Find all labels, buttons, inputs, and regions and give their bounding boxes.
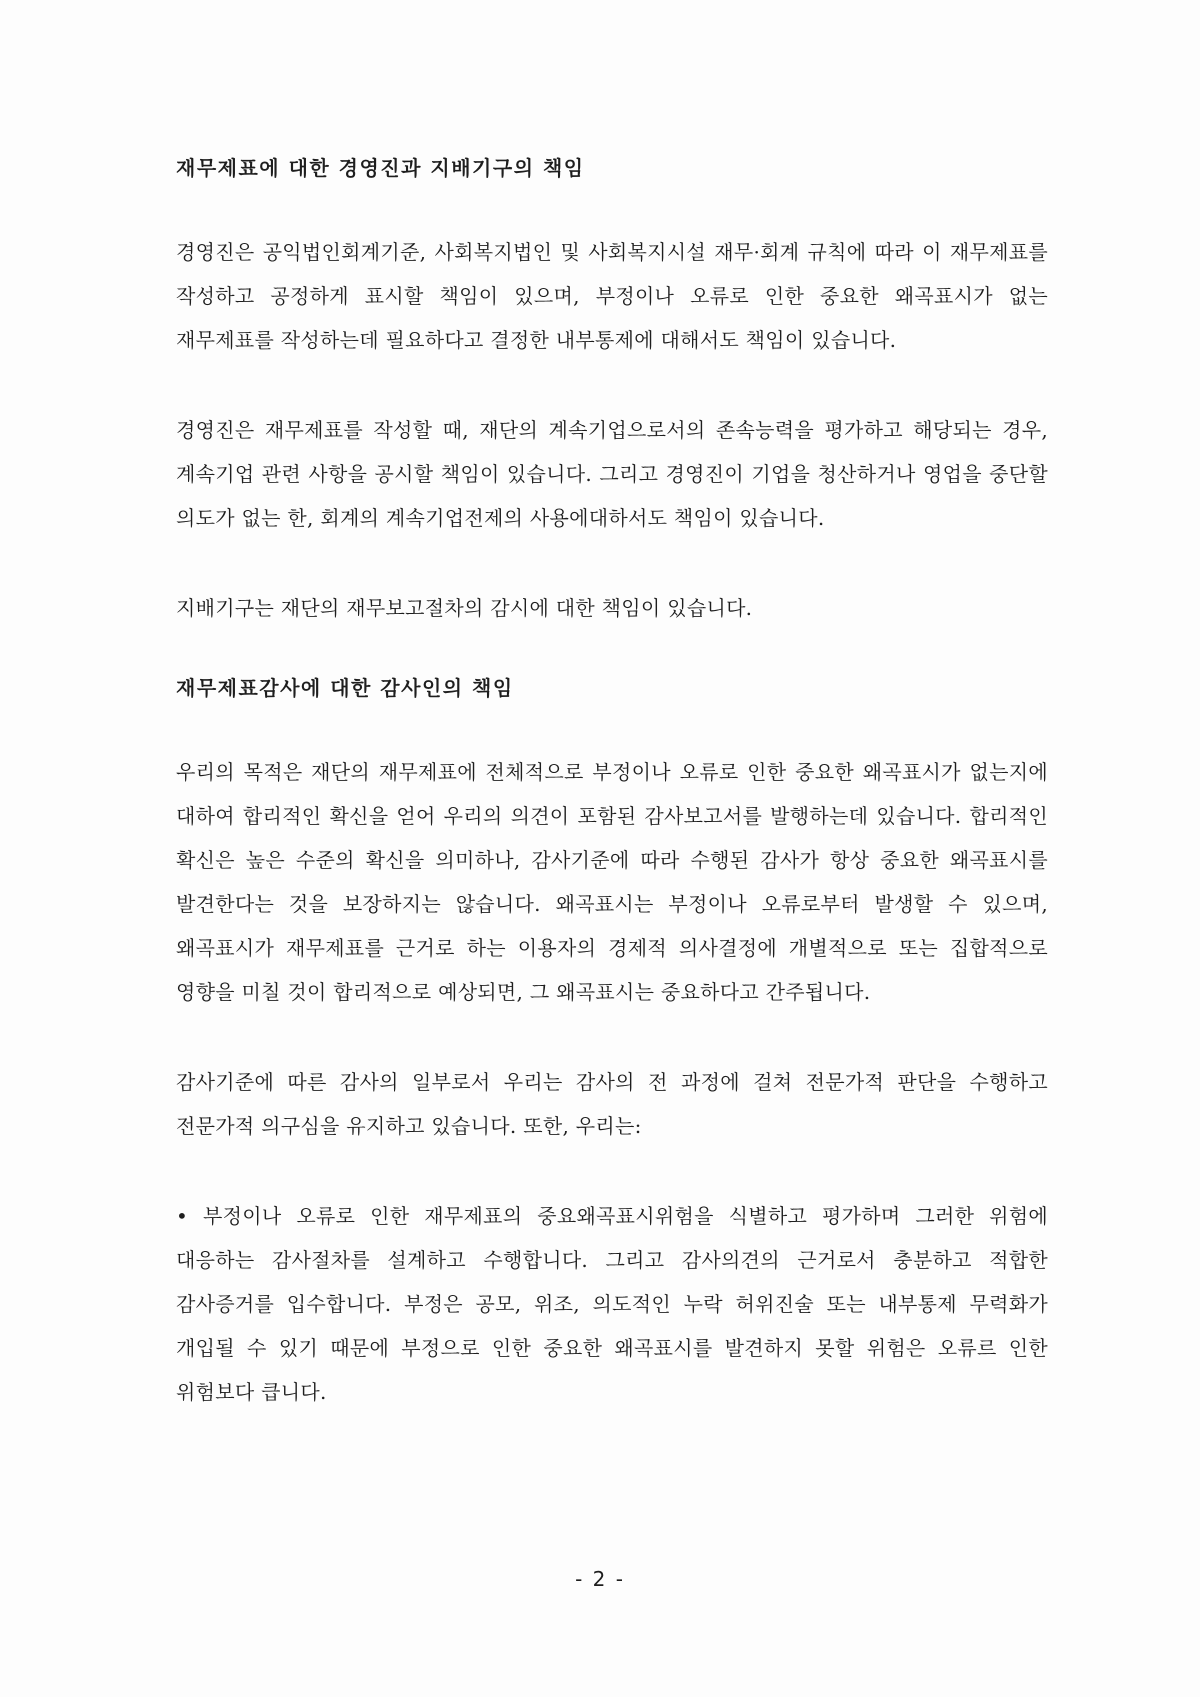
bullet-item-risk-assessment: • 부정이나 오류로 인한 재무제표의 중요왜곡표시위험을 식별하고 평가하며 그러한 위험에 대응하는 감사절차를 설계하고 수행합니다. 그리고 감사의견의 근거로서 충분하고 적합한 감사증거를 입수합니다. 부정은 공모, 위조, 의도적인 누락 허위진술 또는 내부통제 무력화가 개입될 수 있기 때문에 부정으로 인한 중요한 왜곡표시를 발견하지 못할 위험은 오류르 인한 위험보다 큽니다. — [176, 1204, 1048, 1404]
section-heading-auditor-responsibility: 재무제표감사에 대한 감사인의 책임 — [176, 676, 514, 700]
section-heading-management-responsibility: 재무제표에 대한 경영진과 지배기구의 책임 — [176, 156, 585, 180]
page-number: - 2 - — [575, 1567, 625, 1591]
paragraph-audit-objective: 우리의 목적은 재단의 재무제표에 전체적으로 부정이나 오류로 인한 중요한 왜곡표시가 없는지에 대하여 합리적인 확신을 얻어 우리의 의견이 포함된 감사보고서를 발행하는데 있습니다. 합리적인 확신은 높은 수준의 확신을 의미하나, 감사기준에 따라 수행된 감사가 항상 중요한 왜곡표시를 발견한다는 것을 보장하지는 않습니다. 왜곡표시는 부정이나 오류로부터 발생할 수 있으며, 왜곡표시가 재무제표를 근거로 하는 이용자의 경제적 의사결정에 개별적으로 또는 집합적으로 영향을 미칠 것이 합리적으로 예상되면, 그 왜곡표시는 중요하다고 간주됩니다. — [176, 760, 1048, 1004]
paragraph-governance-oversight: 지배기구는 재단의 재무보고절차의 감시에 대한 책임이 있습니다. — [176, 596, 753, 620]
paragraph-management-financial-statements: 경영진은 공익법인회계기준, 사회복지법인 및 사회복지시설 재무·회계 규칙에 따라 이 재무제표를 작성하고 공정하게 표시할 책임이 있으며, 부정이나 오류로 인한 중요한 왜곡표시가 없는 재무제표를 작성하는데 필요하다고 결정한 내부통제에 대해서도 책임이 있습니다. — [176, 240, 1048, 352]
paragraph-professional-judgment: 감사기준에 따른 감사의 일부로서 우리는 감사의 전 과정에 걸쳐 전문가적 판단을 수행하고 전문가적 의구심을 유지하고 있습니다. 또한, 우리는: — [176, 1070, 1048, 1138]
paragraph-going-concern: 경영진은 재무제표를 작성할 때, 재단의 계속기업으로서의 존속능력을 평가하고 해당되는 경우, 계속기업 관련 사항을 공시할 책임이 있습니다. 그리고 경영진이 기업을 청산하거나 영업을 중단할 의도가 없는 한, 회계의 계속기업전제의 사용에대하서도 책임이 있습니다. — [176, 418, 1048, 530]
page-content — [176, 148, 1048, 1414]
